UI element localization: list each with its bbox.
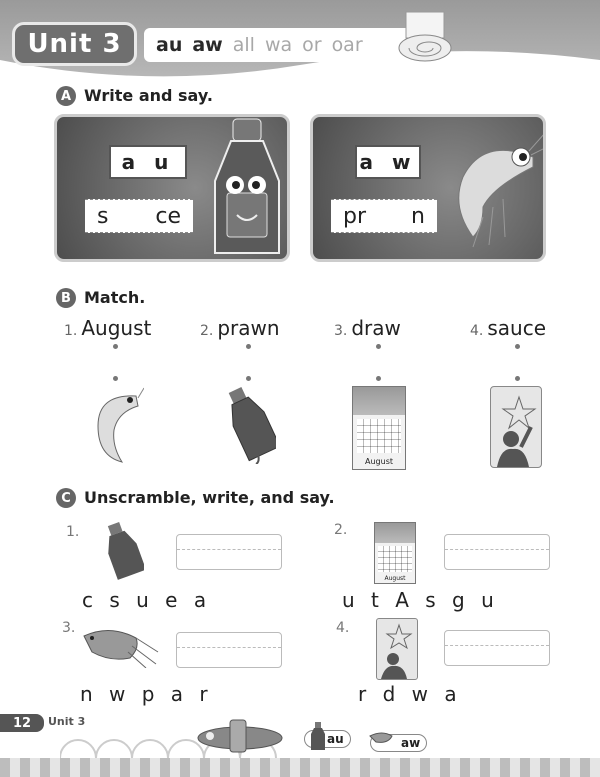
section-b-title: Match. [84, 288, 146, 307]
prawn-word-end: n [411, 203, 425, 229]
unit-title-badge: Unit 3 [12, 22, 137, 66]
match-word-1-num: 1. [64, 323, 78, 339]
match-word-3 [334, 316, 401, 340]
scroll-icon [396, 8, 454, 64]
match-dot-top-1[interactable] [113, 344, 118, 349]
match-word-1-text: August [81, 316, 152, 340]
phonics-or: or [302, 34, 322, 56]
phonics-bar [144, 28, 434, 62]
section-b-badge: B [56, 288, 76, 308]
footer-au-text: au [327, 732, 344, 746]
unscramble-1-num: 1. [66, 524, 80, 540]
match-calendar-icon [352, 386, 406, 470]
footer-sauce-icon [310, 722, 326, 750]
calendar-2-caption: August [384, 575, 406, 582]
airplane-icon [190, 716, 290, 756]
match-word-2 [200, 316, 280, 340]
section-a-title: Write and say. [84, 86, 213, 105]
sauce-word-box[interactable] [85, 199, 193, 233]
match-word-4 [470, 316, 546, 340]
unscramble-4-num: 4. [336, 620, 350, 636]
phonics-oar: oar [331, 34, 363, 56]
footer-aw-text: aw [401, 736, 421, 750]
sauce-phonics-label: a u [109, 145, 187, 179]
match-sauce-icon [228, 384, 276, 464]
unscramble-2-num: 2. [334, 522, 348, 538]
footer-unit-label: Unit 3 [48, 715, 86, 728]
unscramble-3-prawn-icon [80, 622, 160, 668]
match-dot-bottom-2[interactable] [246, 376, 251, 381]
match-word-1 [64, 316, 151, 340]
calendar-caption: August [365, 457, 393, 466]
match-prawn-icon [88, 386, 144, 468]
unscramble-4-letters: r d w a [358, 682, 462, 706]
match-word-4-text: sauce [487, 316, 547, 340]
match-draw-icon [490, 386, 542, 468]
calendar-picture [353, 387, 405, 415]
sauce-panel [54, 114, 290, 262]
section-a-badge: A [56, 86, 76, 106]
match-word-4-num: 4. [470, 323, 484, 339]
unscramble-4-draw-icon [376, 618, 418, 680]
footer-prawn-icon [368, 730, 398, 746]
sauce-word-end: ce [155, 203, 181, 229]
phonics-au: au [156, 34, 183, 56]
unscramble-3-answer[interactable] [176, 632, 282, 668]
match-word-2-text: prawn [217, 316, 280, 340]
unscramble-4-answer[interactable] [444, 630, 550, 666]
match-dot-bottom-4[interactable] [515, 376, 520, 381]
calendar-grid [357, 419, 401, 453]
match-word-3-num: 3. [334, 323, 348, 339]
prawn-word-start: pr [343, 203, 367, 229]
match-dot-bottom-3[interactable] [376, 376, 381, 381]
unscramble-1-answer[interactable] [176, 534, 282, 570]
phonics-wa: wa [264, 34, 293, 56]
unscramble-2-answer[interactable] [444, 534, 550, 570]
footer-pattern-strip [0, 758, 600, 777]
match-word-2-num: 2. [200, 323, 214, 339]
prawn-panel [310, 114, 546, 262]
calendar-2-picture [375, 523, 415, 543]
sauce-word-start: s [97, 203, 109, 229]
unscramble-3-letters: n w p a r [80, 682, 213, 706]
match-dot-top-4[interactable] [515, 344, 520, 349]
sauce-bottle-icon [207, 117, 287, 259]
prawn-icon [443, 127, 546, 257]
phonics-aw: aw [192, 34, 223, 56]
prawn-phonics-label: a w [355, 145, 421, 179]
unscramble-2-letters: u t A s g u [342, 588, 499, 612]
unscramble-3-num: 3. [62, 620, 76, 636]
match-dot-bottom-1[interactable] [113, 376, 118, 381]
section-c-badge: C [56, 488, 76, 508]
calendar-2-grid [378, 546, 412, 572]
match-word-3-text: draw [351, 316, 401, 340]
page-number: 12 [0, 714, 44, 732]
section-c-title: Unscramble, write, and say. [84, 488, 335, 507]
unscramble-1-sauce-icon [104, 520, 144, 582]
unscramble-1-letters: c s u e a [82, 588, 212, 612]
match-dot-top-2[interactable] [246, 344, 251, 349]
drawing-child-icon [491, 387, 541, 467]
drawing-child-2-icon [377, 619, 417, 679]
match-dot-top-3[interactable] [376, 344, 381, 349]
phonics-all: all [232, 34, 255, 56]
unscramble-2-calendar-icon [374, 522, 416, 584]
prawn-word-box[interactable] [331, 199, 437, 233]
